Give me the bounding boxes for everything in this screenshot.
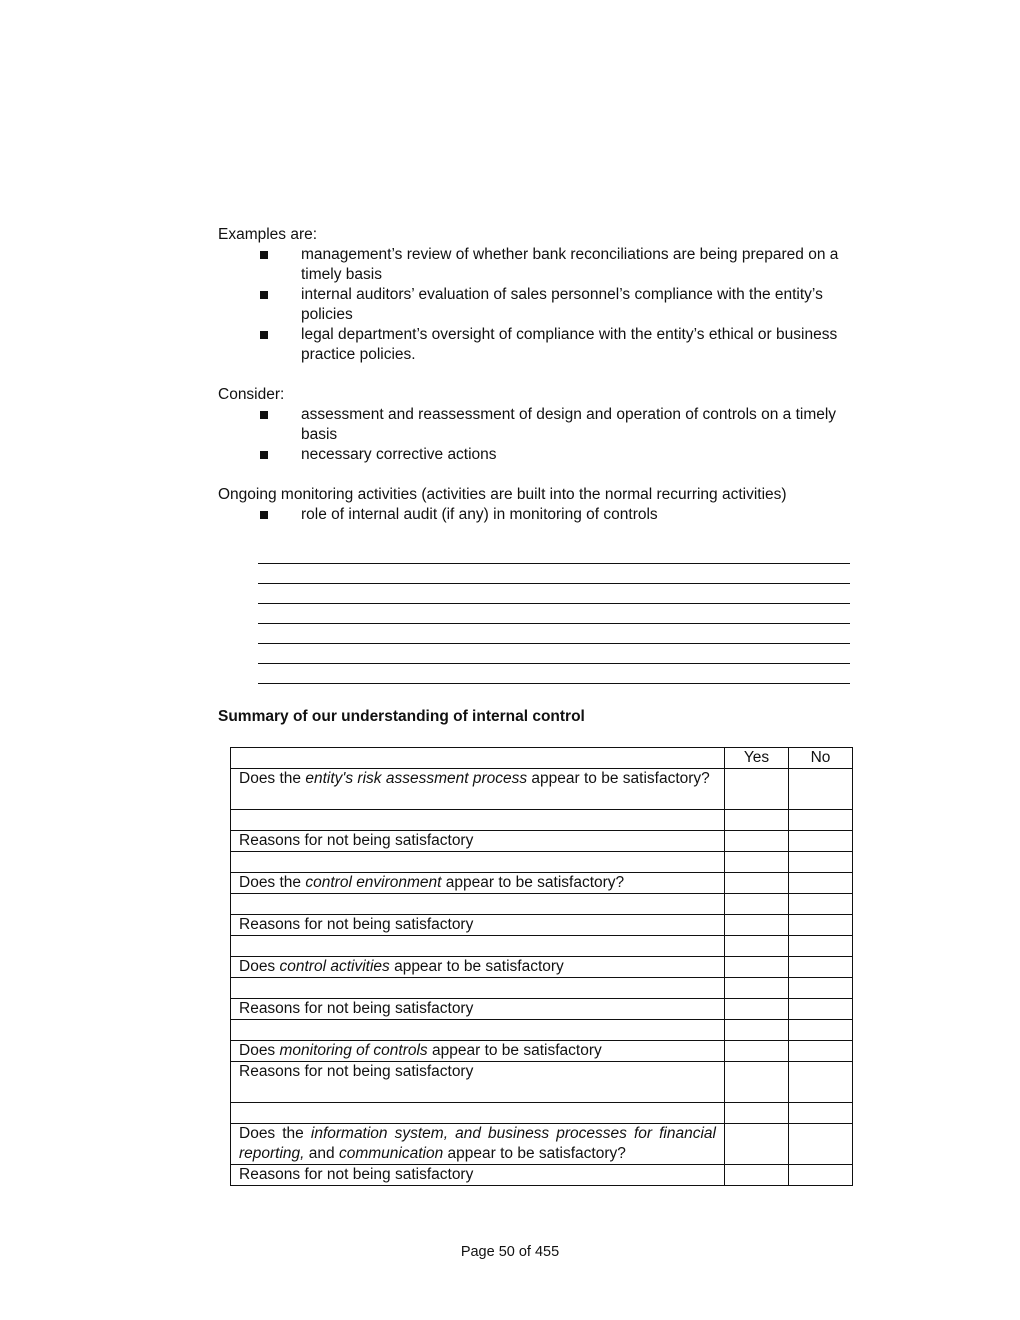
question-control-environment: Does the control environment appear to be satisfactory? xyxy=(231,873,725,894)
ongoing-list xyxy=(218,505,846,525)
response-line xyxy=(258,603,850,623)
no-cell[interactable] xyxy=(789,831,853,852)
no-cell[interactable] xyxy=(789,852,853,873)
square-bullet-icon xyxy=(260,451,268,459)
header-blank xyxy=(231,748,725,769)
yes-cell[interactable] xyxy=(725,957,789,978)
list-item: necessary corrective actions xyxy=(218,445,846,465)
no-cell[interactable] xyxy=(789,769,853,810)
yes-cell[interactable] xyxy=(725,1165,789,1186)
question-information-system: Does the information system, and business processes for financial reporting, and communication appear to be satisfactory? xyxy=(231,1124,725,1165)
no-cell[interactable] xyxy=(789,1041,853,1062)
yes-cell[interactable] xyxy=(725,852,789,873)
square-bullet-icon xyxy=(260,331,268,339)
square-bullet-icon xyxy=(260,511,268,519)
blank-cell[interactable] xyxy=(231,810,725,831)
yes-cell[interactable] xyxy=(725,1124,789,1165)
response-line xyxy=(258,563,850,583)
reasons-label: Reasons for not being satisfactory xyxy=(231,915,725,936)
yes-cell[interactable] xyxy=(725,894,789,915)
table-row xyxy=(231,999,853,1020)
yes-cell[interactable] xyxy=(725,769,789,810)
response-line xyxy=(258,643,850,663)
table-header-row xyxy=(231,748,853,769)
no-cell[interactable] xyxy=(789,1165,853,1186)
table-row xyxy=(231,873,853,894)
table-row xyxy=(231,894,853,915)
no-cell[interactable] xyxy=(789,999,853,1020)
yes-cell[interactable] xyxy=(725,915,789,936)
examples-intro: Examples are: xyxy=(218,226,318,243)
no-cell[interactable] xyxy=(789,957,853,978)
reasons-label: Reasons for not being satisfactory xyxy=(231,999,725,1020)
header-no: No xyxy=(789,748,853,769)
ongoing-monitoring-text: Ongoing monitoring activities (activities are built into the normal recurring activities) xyxy=(218,486,787,503)
table-row xyxy=(231,769,853,810)
no-cell[interactable] xyxy=(789,873,853,894)
table-row xyxy=(231,831,853,852)
consider-intro: Consider: xyxy=(218,386,285,403)
yes-cell[interactable] xyxy=(725,810,789,831)
no-cell[interactable] xyxy=(789,978,853,999)
square-bullet-icon xyxy=(260,411,268,419)
internal-control-summary-table xyxy=(230,747,853,1186)
table-row xyxy=(231,1041,853,1062)
reasons-label: Reasons for not being satisfactory xyxy=(231,1165,725,1186)
no-cell[interactable] xyxy=(789,936,853,957)
square-bullet-icon xyxy=(260,251,268,259)
response-line xyxy=(258,663,850,683)
yes-cell[interactable] xyxy=(725,831,789,852)
blank-cell[interactable] xyxy=(231,894,725,915)
table-row xyxy=(231,936,853,957)
list-item: internal auditors’ evaluation of sales personnel’s compliance with the entity’s policies xyxy=(218,285,846,325)
square-bullet-icon xyxy=(260,291,268,299)
blank-cell[interactable] xyxy=(231,1103,725,1124)
blank-cell[interactable] xyxy=(231,978,725,999)
no-cell[interactable] xyxy=(789,915,853,936)
yes-cell[interactable] xyxy=(725,1103,789,1124)
blank-cell[interactable] xyxy=(231,1020,725,1041)
yes-cell[interactable] xyxy=(725,1062,789,1103)
list-item: assessment and reassessment of design and operation of controls on a timely basis xyxy=(218,405,846,445)
table-row xyxy=(231,978,853,999)
examples-list xyxy=(218,245,846,365)
yes-cell[interactable] xyxy=(725,1041,789,1062)
page-number: Page 50 of 455 xyxy=(460,1244,560,1260)
list-item: management’s review of whether bank reconciliations are being prepared on a timely basis xyxy=(218,245,846,285)
no-cell[interactable] xyxy=(789,810,853,831)
list-item: legal department’s oversight of compliance with the entity’s ethical or business practice policies. xyxy=(218,325,846,365)
blank-cell[interactable] xyxy=(231,852,725,873)
no-cell[interactable] xyxy=(789,1124,853,1165)
monitoring-guidance xyxy=(218,225,846,525)
table-row xyxy=(231,957,853,978)
consider-list xyxy=(218,405,846,465)
question-control-activities: Does control activities appear to be satisfactory xyxy=(231,957,725,978)
reasons-label: Reasons for not being satisfactory xyxy=(231,831,725,852)
response-line xyxy=(258,583,850,603)
question-monitoring-controls: Does monitoring of controls appear to be satisfactory xyxy=(231,1041,725,1062)
table-row xyxy=(231,1124,853,1165)
yes-cell[interactable] xyxy=(725,1020,789,1041)
question-risk-assessment: Does the entity's risk assessment process appear to be satisfactory? xyxy=(231,769,725,810)
table-row xyxy=(231,1020,853,1041)
yes-cell[interactable] xyxy=(725,978,789,999)
reasons-label: Reasons for not being satisfactory xyxy=(231,1062,725,1103)
yes-cell[interactable] xyxy=(725,999,789,1020)
response-line xyxy=(258,623,850,643)
header-yes: Yes xyxy=(725,748,789,769)
no-cell[interactable] xyxy=(789,1103,853,1124)
no-cell[interactable] xyxy=(789,1020,853,1041)
table-row xyxy=(231,852,853,873)
list-item: role of internal audit (if any) in monitoring of controls xyxy=(218,505,846,525)
table-row xyxy=(231,1062,853,1103)
table-row xyxy=(231,1165,853,1186)
no-cell[interactable] xyxy=(789,1062,853,1103)
table-row xyxy=(231,915,853,936)
response-line xyxy=(258,683,850,703)
response-lines xyxy=(258,563,850,703)
yes-cell[interactable] xyxy=(725,936,789,957)
yes-cell[interactable] xyxy=(725,873,789,894)
blank-cell[interactable] xyxy=(231,936,725,957)
table-row xyxy=(231,1103,853,1124)
table-row xyxy=(231,810,853,831)
no-cell[interactable] xyxy=(789,894,853,915)
summary-heading: Summary of our understanding of internal control xyxy=(218,708,585,725)
